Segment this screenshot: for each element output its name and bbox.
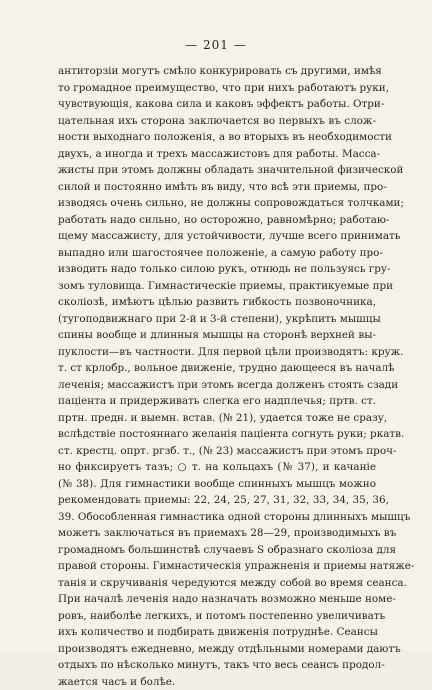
text-line: можетъ заключаться въ приемахъ 28—29, производимыхъ въ [58, 525, 376, 542]
body-text [58, 63, 376, 690]
text-line: антиторзiи могутъ смѣло конкурировать съ другими, имѣя [58, 63, 376, 80]
text-line: жается часъ и болѣе. [58, 674, 376, 690]
text-line: цательная ихъ сторона заключается во первыхъ въ слож- [58, 113, 376, 130]
text-line: но фиксируетъ тазъ; ○ т. на кольцахъ (№ 37), и качанiе [58, 459, 376, 476]
text-line: рекомендовать приемы: 22, 24, 25, 27, 31, 32, 33, 34, 35, 36, [58, 492, 376, 509]
text-line: выпадно или шагостоячее положенiе, а самую работу про- [58, 245, 376, 262]
text-line: танiя и скручиванiя чередуются между собой во время сеанса. [58, 575, 376, 592]
text-line: ровъ, наиболѣе легкихъ, и потомъ постепенно увеличивать [58, 608, 376, 625]
text-line: ихъ количество и подбирать движенiя потруднѣе. Сеансы [58, 624, 376, 641]
text-line: сколiозѣ, имѣютъ цѣлью развить гибкость позвоночника, [58, 294, 376, 311]
text-line: леченiя; массажистъ при этомъ всегда долженъ стоять сзади [58, 377, 376, 394]
text-line: силой и постоянно имѣть въ виду, что всѣ эти приемы, про- [58, 179, 376, 196]
text-line: ст. крестц. опрт. ргзб. т., (№ 23) массажистъ при этомъ проч- [58, 443, 376, 460]
text-line: двухъ, а иногда и трехъ массажистовъ для работы. Масса- [58, 146, 376, 163]
text-line: 39. Обособленная гимнастика одной стороны длинныхъ мышцъ [58, 509, 376, 526]
page-number: — 201 — [0, 38, 432, 52]
text-line: (тугоподвижнаго при 2-й и 3-й степени), укрѣпить мышцы [58, 311, 376, 328]
text-line: отдыхъ по нѣсколько минутъ, такъ что весь сеансъ продол- [58, 657, 376, 674]
text-line: то громадное преимущество, что при нихъ работаютъ руки, [58, 80, 376, 97]
text-line: т. ст крлобр., вольное движенiе, трудно дающееся въ началѣ [58, 360, 376, 377]
text-line: чувствующiя, какова сила и каковъ эффектъ работы. Отри- [58, 96, 376, 113]
text-line: При началѣ леченiя надо назначать возможно меньше номе- [58, 591, 376, 608]
text-line: работать надо сильно, но осторожно, равномѣрно; работаю- [58, 212, 376, 229]
text-line: громадномъ большинствѣ случаевъ S образнаго сколiоза для [58, 542, 376, 559]
text-line: пацiента и придерживать слегка его надплечья; пртв. ст. [58, 393, 376, 410]
text-line: жисты при этомъ должны обладать значительной физической [58, 162, 376, 179]
text-line: правой стороны. Гимнастическiя упражненiя и приемы натяже- [58, 558, 376, 575]
text-line: вслѣдствiе постояннаго желанiя пацiента согнуть руки; ркатв. [58, 426, 376, 443]
text-line: производятъ ежедневно, между отдѣльными номерами даютъ [58, 641, 376, 658]
text-line: пртн. предн. и выемн. встав. (№ 21), удается тоже не сразу, [58, 410, 376, 427]
text-line: изводясь очень сильно, не должны сопровождаться толчками; [58, 195, 376, 212]
text-line: щему массажисту, для устойчивости, лучше всего принимать [58, 228, 376, 245]
text-line: ности выходнаго положенiя, а во вторыхъ въ необходимости [58, 129, 376, 146]
text-line: спины вообще и длинныя мышцы на сторонѣ верхней вы- [58, 327, 376, 344]
text-line: изводить надо только силою рукъ, отнюдь не пользуясь гру- [58, 261, 376, 278]
text-line: (№ 38). Для гимнастики вообще спинныхъ мышцъ можно [58, 476, 376, 493]
text-line: зомъ туловища. Гимнастическiе приемы, практикуемые при [58, 278, 376, 295]
text-line: пуклости—въ частности. Для первой цѣли производятъ: круж. [58, 344, 376, 361]
